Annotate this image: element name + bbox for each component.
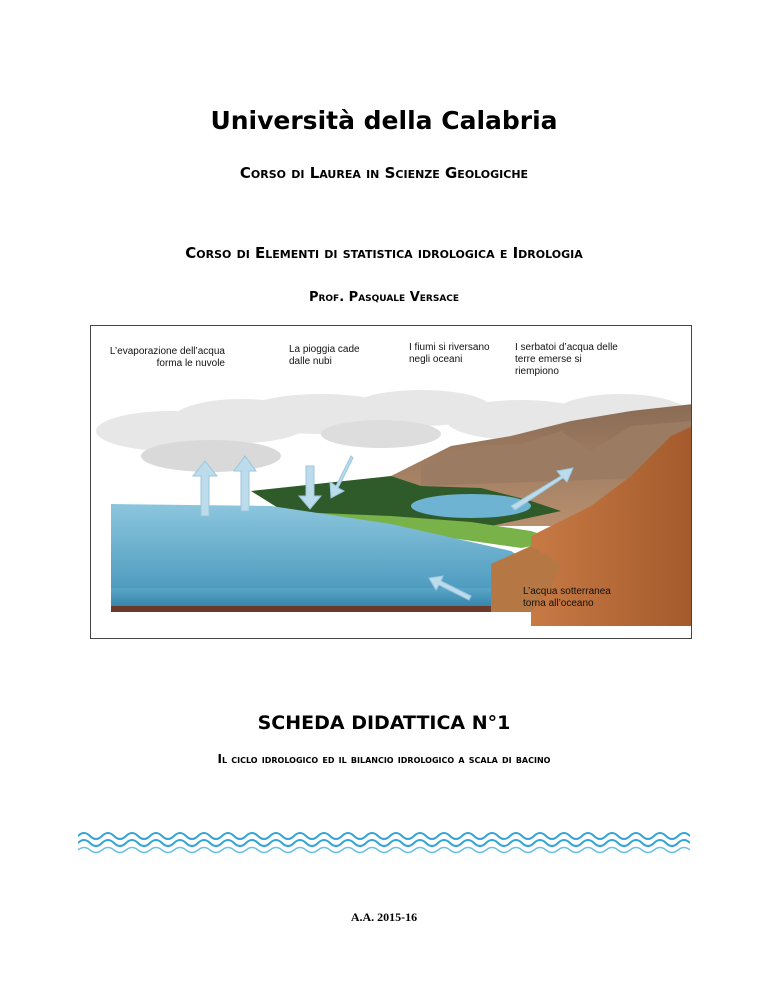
worksheet-topic: Il ciclo idrologico ed il bilancio idrologico a scala di bacino bbox=[217, 752, 551, 766]
label-rivers: I fiumi si riversano negli oceani bbox=[409, 342, 490, 365]
degree-course: Corso di Laurea in Scienze Geologiche bbox=[239, 164, 529, 182]
label-reservoirs: I serbatoi d’acqua delle terre emerse si riempiono bbox=[515, 342, 618, 377]
water-cycle-figure bbox=[90, 325, 692, 639]
label-groundwater: L’acqua sotterranea torna all’oceano bbox=[523, 586, 611, 609]
course-title: Corso di Elementi di statistica idrologica e Idrologia bbox=[185, 244, 583, 262]
label-rain: La pioggia cade dalle nubi bbox=[289, 344, 360, 367]
wave-divider bbox=[78, 828, 690, 854]
academic-year: A.A. 2015-16 bbox=[350, 910, 418, 924]
university-name: Università della Calabria bbox=[210, 106, 558, 135]
label-evaporation: L’evaporazione dell’acqua forma le nuvole bbox=[109, 346, 225, 369]
professor-name: Prof. Pasquale Versace bbox=[308, 290, 460, 305]
worksheet-title: SCHEDA DIDATTICA N°1 bbox=[257, 712, 511, 734]
